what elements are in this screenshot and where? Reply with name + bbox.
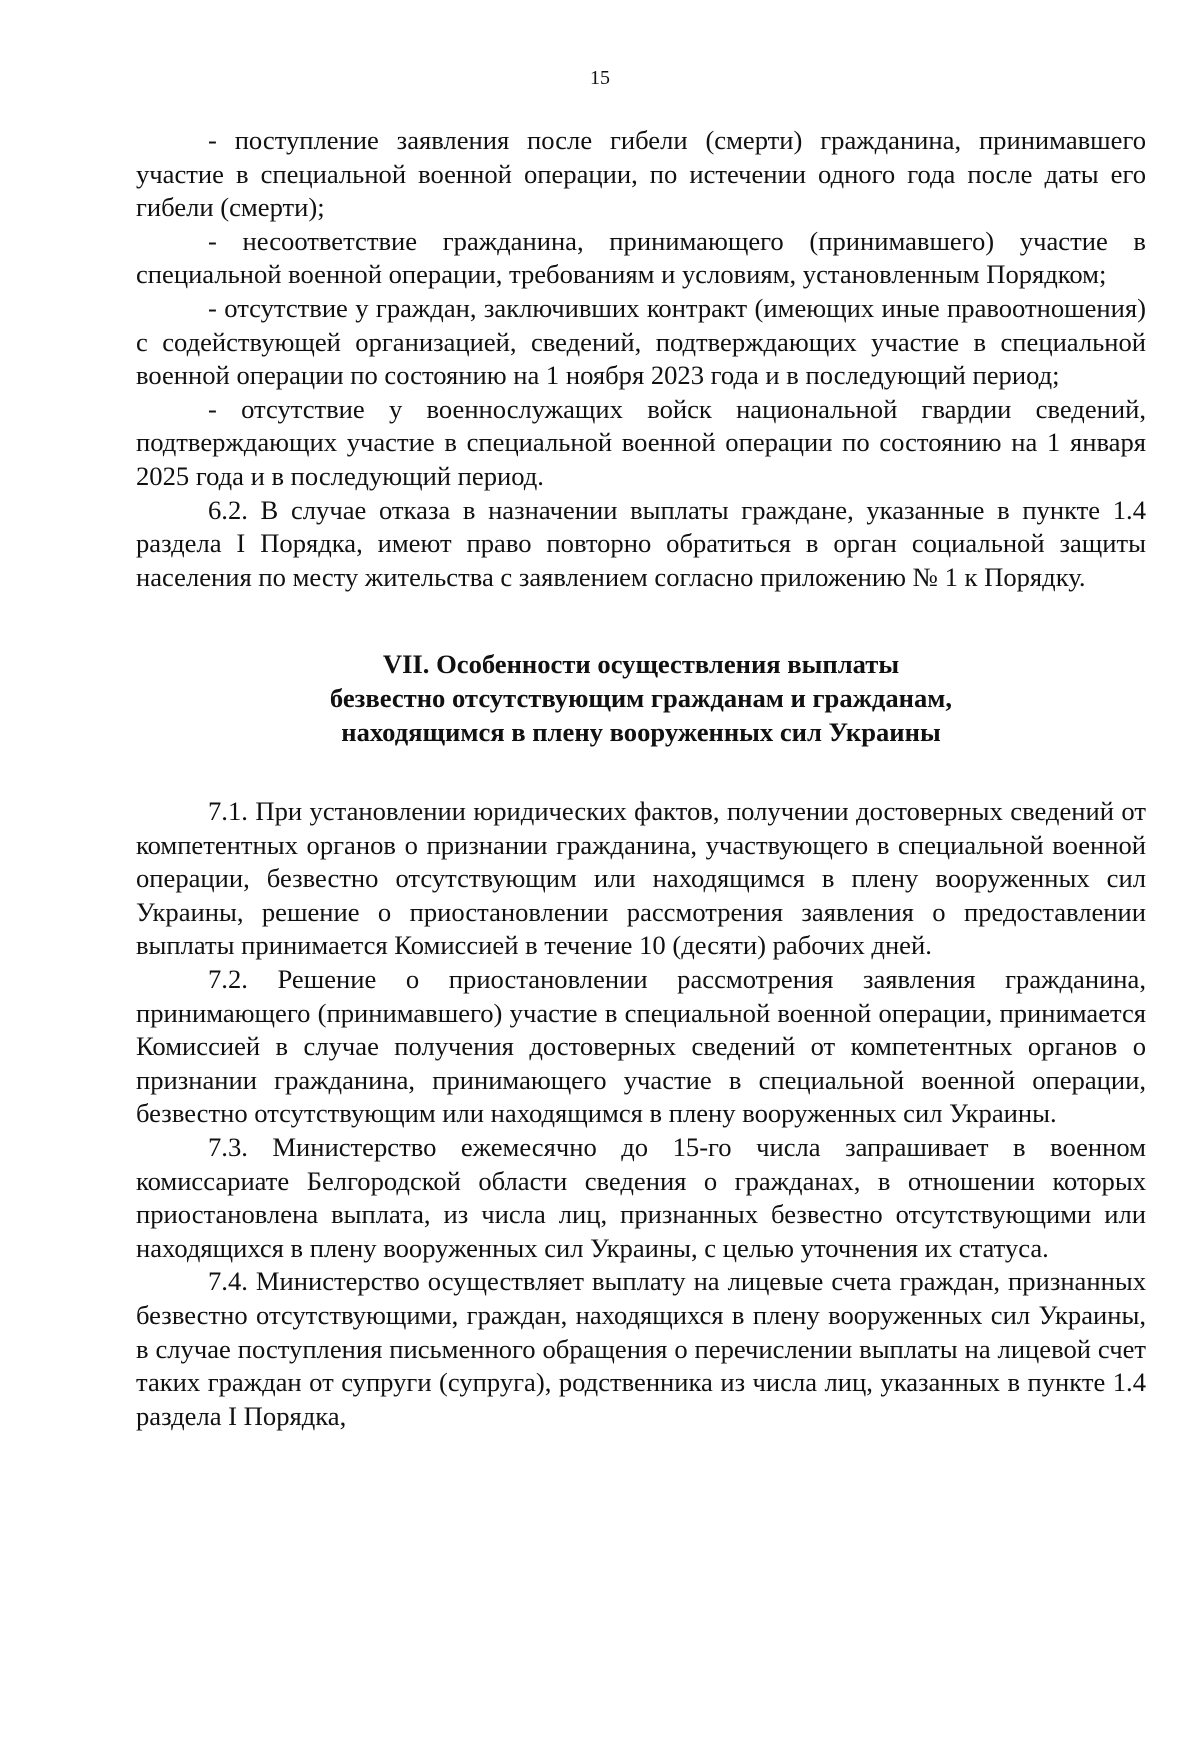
section-7-heading-line-1: VII. Особенности осуществления выплаты <box>382 649 900 680</box>
paragraph-7-3: 7.3. Министерство ежемесячно до 15-го числа запрашивает в военном комиссариате Белгородской области сведения о гражданах, в отношении которых приостановлена выплата, из числа лиц, признанных безвестно отсутствующими или находящихся в плену вооруженных сил Украины, с целью уточнения их статуса. <box>136 1132 1146 1263</box>
paragraph-7-4: 7.4. Министерство осуществляет выплату на лицевые счета граждан, признанных безвестно отсутствующими, граждан, находящихся в плену вооруженных сил Украины, в случае поступления письменного обращения о перечислении выплаты на лицевой счет таких граждан от супруги (супруга), родственника из числа лиц, указанных в пункте 1.4 раздела I Порядка, <box>136 1266 1146 1431</box>
paragraph-refusal-reason-late-application: - поступление заявления после гибели (смерти) гражданина, принимавшего участие в специальной военной операции, по истечении одного года после даты его гибели (смерти); <box>136 125 1146 223</box>
document-body <box>136 124 1146 1433</box>
section-7-heading <box>136 648 1146 749</box>
paragraph-6-2: 6.2. В случае отказа в назначении выплаты граждане, указанные в пункте 1.4 раздела I Порядка, имеют право повторно обратиться в орган социальной защиты населения по месту жительства с заявлением согласно приложению № 1 к Порядку. <box>136 494 1146 592</box>
paragraph-refusal-reason-no-contract-info: - отсутствие у граждан, заключивших контракт (имеющих иные правоотношения) с содействующей организацией, сведений, подтверждающих участие в специальной военной операции по состоянию на 1 ноября 2023 года и в последующий период; <box>136 292 1146 391</box>
section-7-heading-line-3: находящимся в плену вооруженных сил Украины <box>341 716 941 747</box>
paragraph-7-2: 7.2. Решение о приостановлении рассмотрения заявления гражданина, принимающего (принимавшего) участие в специальной военной операции, принимается Комиссией в случае получения достоверных сведений от компетентных органов о признании гражданина, принимающего участие в специальной военной операции, безвестно отсутствующим или находящимся в плену вооруженных сил Украины. <box>136 964 1146 1129</box>
section-7-heading-line-2: безвестно отсутствующим гражданам и гражданам, <box>329 682 953 713</box>
paragraph-refusal-reason-national-guard: - отсутствие у военнослужащих войск национальной гвардии сведений, подтверждающих участие в специальной военной операции по состоянию на 1 января 2025 года и в последующий период. <box>136 393 1146 491</box>
paragraph-refusal-reason-noncompliance: - несоответствие гражданина, принимающего (принимавшего) участие в специальной военной операции, требованиям и условиям, установленным Порядком; <box>136 225 1146 290</box>
paragraph-7-1: 7.1. При установлении юридических фактов, получении достоверных сведений от компетентных органов о признании гражданина, участвующего в специальной военной операции, безвестно отсутствующим или находящимся в плену вооруженных сил Украины, решение о приостановлении рассмотрения заявления о предоставлении выплаты принимается Комиссией в течение 10 (десяти) рабочих дней. <box>136 796 1146 961</box>
page-number: 15 <box>590 67 610 89</box>
